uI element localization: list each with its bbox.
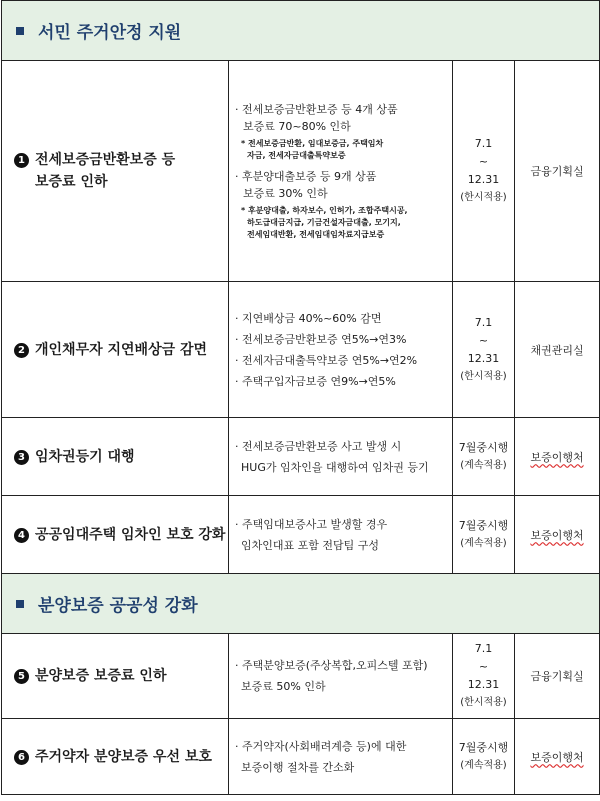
period-cell: 7.1 ~ 12.31 (한시적용) bbox=[453, 634, 515, 719]
circled-number-3: 3 bbox=[14, 450, 29, 465]
item-detail-cell: · 전세보증금반환보증 등 4개 상품 보증료 70~80% 인하 * 전세보증금반환, 임대보증금, 주택임차 자금, 전세자금대출특약보증 · 후분양대출보증 등 9개 상품 보증료 30% 인하 * 후분양대출, 하자보수, 인허가, 조합주택시공, 하도급대금지급, 기금건설자금대출, 모기지, 전세임대반환, 전세임대임차료지급보증 bbox=[229, 61, 453, 282]
item-detail-cell: · 전세보증금반환보증 사고 발생 시 HUG가 임차인을 대행하여 임차권 등기 bbox=[229, 418, 453, 496]
period-cell: 7.1 ~ 12.31 (한시적용) bbox=[453, 282, 515, 418]
department-cell: 금융기획실 bbox=[515, 61, 600, 282]
item-detail-cell: · 주거약자(사회배려계층 등)에 대한 보증이행 절차를 간소화 bbox=[229, 719, 453, 795]
circled-number-2: 2 bbox=[14, 343, 29, 358]
table-row bbox=[2, 634, 600, 719]
section-header-2 bbox=[2, 574, 600, 634]
item-detail-cell: · 주택임대보증사고 발생할 경우 임차인대표 포함 전담팀 구성 bbox=[229, 496, 453, 574]
circled-number-6: 6 bbox=[14, 750, 29, 765]
table-row bbox=[2, 719, 600, 795]
item-name-cell: 5 분양보증 보증료 인하 bbox=[2, 634, 229, 719]
table-row bbox=[2, 496, 600, 574]
item-name-cell: 6 주거약자 분양보증 우선 보호 bbox=[2, 719, 229, 795]
square-bullet-icon bbox=[16, 600, 24, 608]
item-name-cell: 4 공공임대주택 임차인 보호 강화 bbox=[2, 496, 229, 574]
section-title: 분양보증 공공성 강화 bbox=[38, 596, 198, 616]
department-cell: 채권관리실 bbox=[515, 282, 600, 418]
period-cell: 7월중시행 (계속적용) bbox=[453, 719, 515, 795]
department-cell: 보증이행처 bbox=[515, 719, 600, 795]
table-row bbox=[2, 282, 600, 418]
section-title: 서민 주거안정 지원 bbox=[38, 23, 182, 43]
circled-number-1: 1 bbox=[14, 153, 29, 168]
department-cell: 금융기획실 bbox=[515, 634, 600, 719]
department-cell: 보증이행처 bbox=[515, 496, 600, 574]
table-row bbox=[2, 418, 600, 496]
period-cell: 7월중시행 (계속적용) bbox=[453, 496, 515, 574]
item-name-cell: 2 개인채무자 지연배상금 감면 bbox=[2, 282, 229, 418]
circled-number-5: 5 bbox=[14, 669, 29, 684]
item-name-cell: 1 전세보증금반환보증 등 보증료 인하 bbox=[2, 61, 229, 282]
policy-table bbox=[1, 0, 600, 795]
period-cell: 7월중시행 (계속적용) bbox=[453, 418, 515, 496]
square-bullet-icon bbox=[16, 27, 24, 35]
section-header-1 bbox=[2, 1, 600, 61]
period-cell: 7.1 ~ 12.31 (한시적용) bbox=[453, 61, 515, 282]
circled-number-4: 4 bbox=[14, 528, 29, 543]
item-name-cell: 3 임차권등기 대행 bbox=[2, 418, 229, 496]
item-detail-cell: · 지연배상금 40%~60% 감면 · 전세보증금반환보증 연5%→연3% · 전세자금대출특약보증 연5%→연2% · 주택구입자금보증 연9%→연5% bbox=[229, 282, 453, 418]
table-row bbox=[2, 61, 600, 282]
department-cell: 보증이행처 bbox=[515, 418, 600, 496]
item-detail-cell: · 주택분양보증(주상복합,오피스텔 포함) 보증료 50% 인하 bbox=[229, 634, 453, 719]
